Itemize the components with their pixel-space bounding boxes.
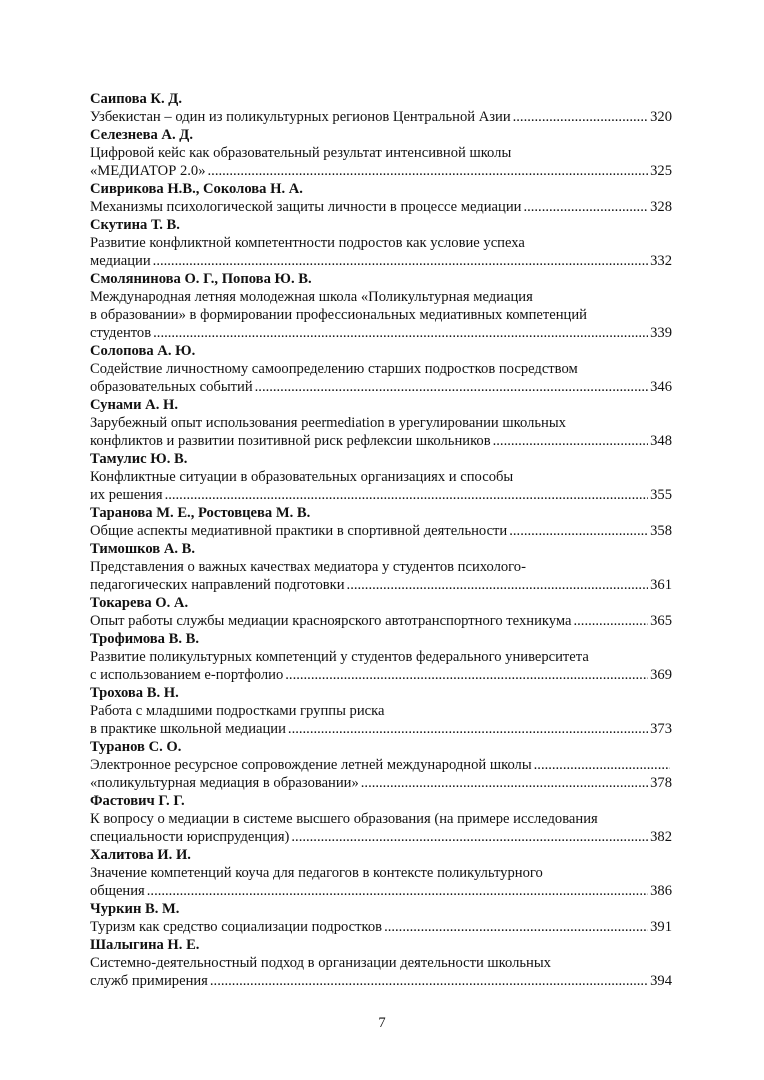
toc-page-number: 339 xyxy=(650,325,672,341)
toc-page-number: 325 xyxy=(650,163,672,179)
toc-title: конфликтов и развитии позитивной риск рефлексии школьников xyxy=(90,433,491,449)
toc-author: Токарева О. А. xyxy=(90,595,189,611)
toc-title: Электронное ресурсное сопровождение летней международной школы xyxy=(90,757,532,773)
toc-title: студентов xyxy=(90,325,152,341)
toc-leader-dots xyxy=(509,522,648,540)
toc-title-line xyxy=(90,918,672,936)
toc-title-line: Развитие поликультурных компетенций у студентов федерального университета xyxy=(90,649,589,665)
toc-entry xyxy=(90,846,672,900)
toc-title-line: Работа с младшими подростками группы риска xyxy=(90,703,385,719)
toc-leader-dots xyxy=(147,882,648,900)
toc-title-line xyxy=(90,108,672,126)
toc-title-line xyxy=(90,252,672,270)
table-of-contents xyxy=(90,90,672,990)
toc-leader-dots xyxy=(255,378,648,396)
toc-title: в практике школьной медиации xyxy=(90,721,286,737)
toc-title-line xyxy=(90,882,672,900)
toc-title-line xyxy=(90,828,672,846)
toc-leader-dots xyxy=(384,918,648,936)
toc-entry xyxy=(90,504,672,540)
toc-title-line: Конфликтные ситуации в образовательных организациях и способы xyxy=(90,469,514,485)
toc-author: Смолянинова О. Г., Попова Ю. В. xyxy=(90,271,312,287)
toc-author: Тимошков А. В. xyxy=(90,541,196,557)
toc-entry xyxy=(90,180,672,216)
toc-author: Трохова В. Н. xyxy=(90,685,179,701)
page-number: 7 xyxy=(378,1015,386,1031)
toc-author: Сиврикова Н.В., Соколова Н. А. xyxy=(90,181,303,197)
toc-leader-dots xyxy=(493,432,648,450)
toc-page-number: 348 xyxy=(650,433,672,449)
toc-entry xyxy=(90,792,672,846)
toc-title-line: Содействие личностному самоопределению старших подростков посредством xyxy=(90,361,578,377)
toc-title: с использованием е-портфолио xyxy=(90,667,284,683)
toc-leader-dots xyxy=(574,612,649,630)
toc-page-number: 320 xyxy=(650,109,672,125)
toc-leader-dots xyxy=(153,252,648,270)
toc-title-line xyxy=(90,522,672,540)
toc-author: Таранова М. Е., Ростовцева М. В. xyxy=(90,505,311,521)
toc-leader-dots xyxy=(291,828,648,846)
toc-leader-dots xyxy=(534,756,670,774)
toc-page-number: 365 xyxy=(650,613,672,629)
toc-title: медиации xyxy=(90,253,151,269)
toc-title: Туризм как средство социализации подростков xyxy=(90,919,383,935)
toc-title-line xyxy=(90,576,672,594)
toc-author: Чуркин В. М. xyxy=(90,901,180,917)
toc-title-line xyxy=(90,612,672,630)
toc-page-number: 394 xyxy=(650,973,672,989)
toc-page-number: 346 xyxy=(650,379,672,395)
toc-author: Фастович Г. Г. xyxy=(90,793,185,809)
toc-title-line: в образовании» в формировании профессиональных медиативных компетенций xyxy=(90,307,587,323)
toc-title-line xyxy=(90,720,672,738)
toc-page-number: 391 xyxy=(650,919,672,935)
toc-entry xyxy=(90,90,672,126)
toc-title: общения xyxy=(90,883,145,899)
toc-page-number: 386 xyxy=(650,883,672,899)
toc-page-number: 355 xyxy=(650,487,672,503)
toc-page-number: 332 xyxy=(650,253,672,269)
toc-entry xyxy=(90,900,672,936)
toc-author: Шалыгина Н. Е. xyxy=(90,937,200,953)
toc-title-line: Международная летняя молодежная школа «Поликультурная медиация xyxy=(90,289,533,305)
toc-entry xyxy=(90,270,672,342)
toc-title-line xyxy=(90,666,672,684)
toc-title: Узбекистан – один из поликультурных регионов Центральной Азии xyxy=(90,109,511,125)
toc-title: их решения xyxy=(90,487,163,503)
toc-entry xyxy=(90,396,672,450)
toc-title: Общие аспекты медиативной практики в спортивной деятельности xyxy=(90,523,508,539)
toc-leader-dots xyxy=(523,198,648,216)
toc-leader-dots xyxy=(288,720,648,738)
toc-leader-dots xyxy=(513,108,648,126)
toc-page-number: 328 xyxy=(650,199,672,215)
toc-title: «МЕДИАТОР 2.0» xyxy=(90,163,206,179)
toc-author: Селезнева А. Д. xyxy=(90,127,193,143)
toc-title-line: Зарубежный опыт использования peermediation в урегулировании школьных xyxy=(90,415,566,431)
toc-title-line xyxy=(90,162,672,180)
toc-leader-dots xyxy=(165,486,649,504)
toc-page-number: 382 xyxy=(650,829,672,845)
toc-leader-dots xyxy=(208,162,649,180)
toc-title-line: Цифровой кейс как образовательный результат интенсивной школы xyxy=(90,145,512,161)
toc-title: Опыт работы службы медиации красноярского автотранспортного техникума xyxy=(90,613,572,629)
toc-page-number: 369 xyxy=(650,667,672,683)
toc-leader-dots xyxy=(285,666,648,684)
toc-page-number: 361 xyxy=(650,577,672,593)
toc-leader-dots xyxy=(210,972,648,990)
toc-title-line: К вопросу о медиации в системе высшего образования (на примере исследования xyxy=(90,811,598,827)
toc-leader-dots xyxy=(153,324,648,342)
toc-author: Туранов С. О. xyxy=(90,739,182,755)
toc-entry xyxy=(90,342,672,396)
toc-author: Скутина Т. В. xyxy=(90,217,180,233)
toc-entry xyxy=(90,936,672,990)
toc-author: Сунами А. Н. xyxy=(90,397,179,413)
toc-title-line xyxy=(90,324,672,342)
toc-title-line xyxy=(90,486,672,504)
toc-entry xyxy=(90,738,672,792)
toc-title-line xyxy=(90,774,672,792)
toc-title-line xyxy=(90,756,672,774)
toc-author: Трофимова В. В. xyxy=(90,631,200,647)
toc-title-line: Системно-деятельностный подход в организации деятельности школьных xyxy=(90,955,551,971)
toc-page-number: 373 xyxy=(650,721,672,737)
toc-entry xyxy=(90,540,672,594)
toc-page-number: 358 xyxy=(650,523,672,539)
toc-title: Механизмы психологической защиты личности в процессе медиации xyxy=(90,199,522,215)
toc-leader-dots xyxy=(347,576,649,594)
toc-title-line: Представления о важных качествах медиатора у студентов психолого- xyxy=(90,559,526,575)
toc-title-line: Развитие конфликтной компетентности подростов как условие успеха xyxy=(90,235,525,251)
toc-page-number: 378 xyxy=(650,775,672,791)
toc-title-line xyxy=(90,378,672,396)
toc-title: специальности юриспруденция) xyxy=(90,829,290,845)
toc-entry xyxy=(90,630,672,684)
toc-entry xyxy=(90,216,672,270)
toc-leader-dots xyxy=(361,774,648,792)
toc-title: педагогических направлений подготовки xyxy=(90,577,345,593)
toc-title-line xyxy=(90,972,672,990)
toc-title-line: Значение компетенций коуча для педагогов в контексте поликультурного xyxy=(90,865,543,881)
toc-title-line xyxy=(90,432,672,450)
toc-author: Солопова А. Ю. xyxy=(90,343,196,359)
toc-title: «поликультурная медиация в образовании» xyxy=(90,775,359,791)
toc-entry xyxy=(90,684,672,738)
toc-author: Саипова К. Д. xyxy=(90,91,182,107)
toc-title-line xyxy=(90,198,672,216)
toc-title: образовательных событий xyxy=(90,379,253,395)
toc-author: Халитова И. И. xyxy=(90,847,191,863)
toc-entry xyxy=(90,594,672,630)
toc-entry xyxy=(90,126,672,180)
toc-entry xyxy=(90,450,672,504)
toc-title: служб примирения xyxy=(90,973,208,989)
toc-author: Тамулис Ю. В. xyxy=(90,451,188,467)
